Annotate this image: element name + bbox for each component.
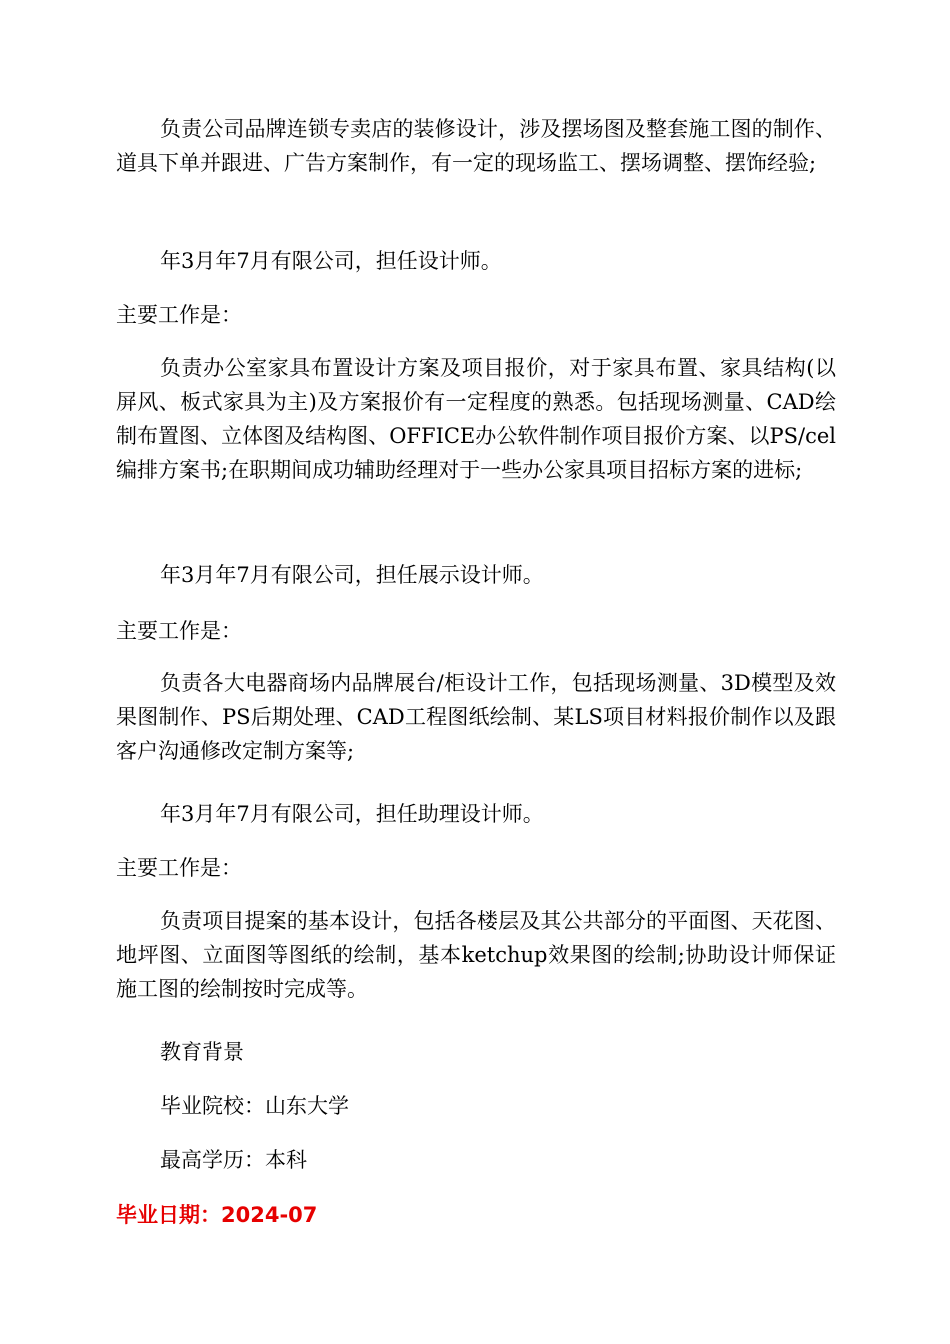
paragraph-job-display-designer: 年3月年7月有限公司，担任展示设计师。 (160, 563, 544, 587)
graduation-date: 毕业日期：2024-07 (116, 1203, 318, 1227)
section-heading-education: 教育背景 (160, 1040, 244, 1064)
paragraph-job-designer: 年3月年7月有限公司，担任设计师。 (160, 249, 502, 273)
paragraph-exhibit-design-duties: 负责各大电器商场内品牌展台/柜设计工作，包括现场测量、3D模型及效果图制作、PS后期处理、CAD工程图纸绘制、某LS项目材料报价制作以及跟客户沟通修改定制方案等; (116, 671, 836, 763)
paragraph-main-work-heading-1: 主要工作是： (116, 303, 242, 327)
paragraph-proposal-design-duties: 负责项目提案的基本设计，包括各楼层及其公共部分的平面图、天花图、地坪图、立面图等图纸的绘制，基本ketchup效果图的绘制;协助设计师保证施工图的绘制按时完成等。 (116, 909, 836, 1001)
paragraph-main-work-heading-2: 主要工作是： (116, 619, 242, 643)
paragraph-store-design-duties: 负责公司品牌连锁专卖店的装修设计，涉及摆场图及整套施工图的制作、道具下单并跟进、广告方案制作，有一定的现场监工、摆场调整、摆饰经验; (116, 117, 836, 175)
paragraph-highest-degree: 最高学历：本科 (160, 1148, 307, 1172)
paragraph-main-work-heading-3: 主要工作是： (116, 856, 242, 880)
paragraph-graduate-school: 毕业院校：山东大学 (160, 1094, 349, 1118)
paragraph-job-assistant-designer: 年3月年7月有限公司，担任助理设计师。 (160, 802, 544, 826)
paragraph-office-furniture-duties: 负责办公室家具布置设计方案及项目报价，对于家具布置、家具结构(以屏风、板式家具为主)及方案报价有一定程度的熟悉。包括现场测量、CAD绘制布置图、立体图及结构图、OFFICE办公软件制作项目报价方案、以PS/cel编排方案书;在职期间成功辅助经理对于一些办公家具项目招标方案的进标; (116, 356, 836, 482)
